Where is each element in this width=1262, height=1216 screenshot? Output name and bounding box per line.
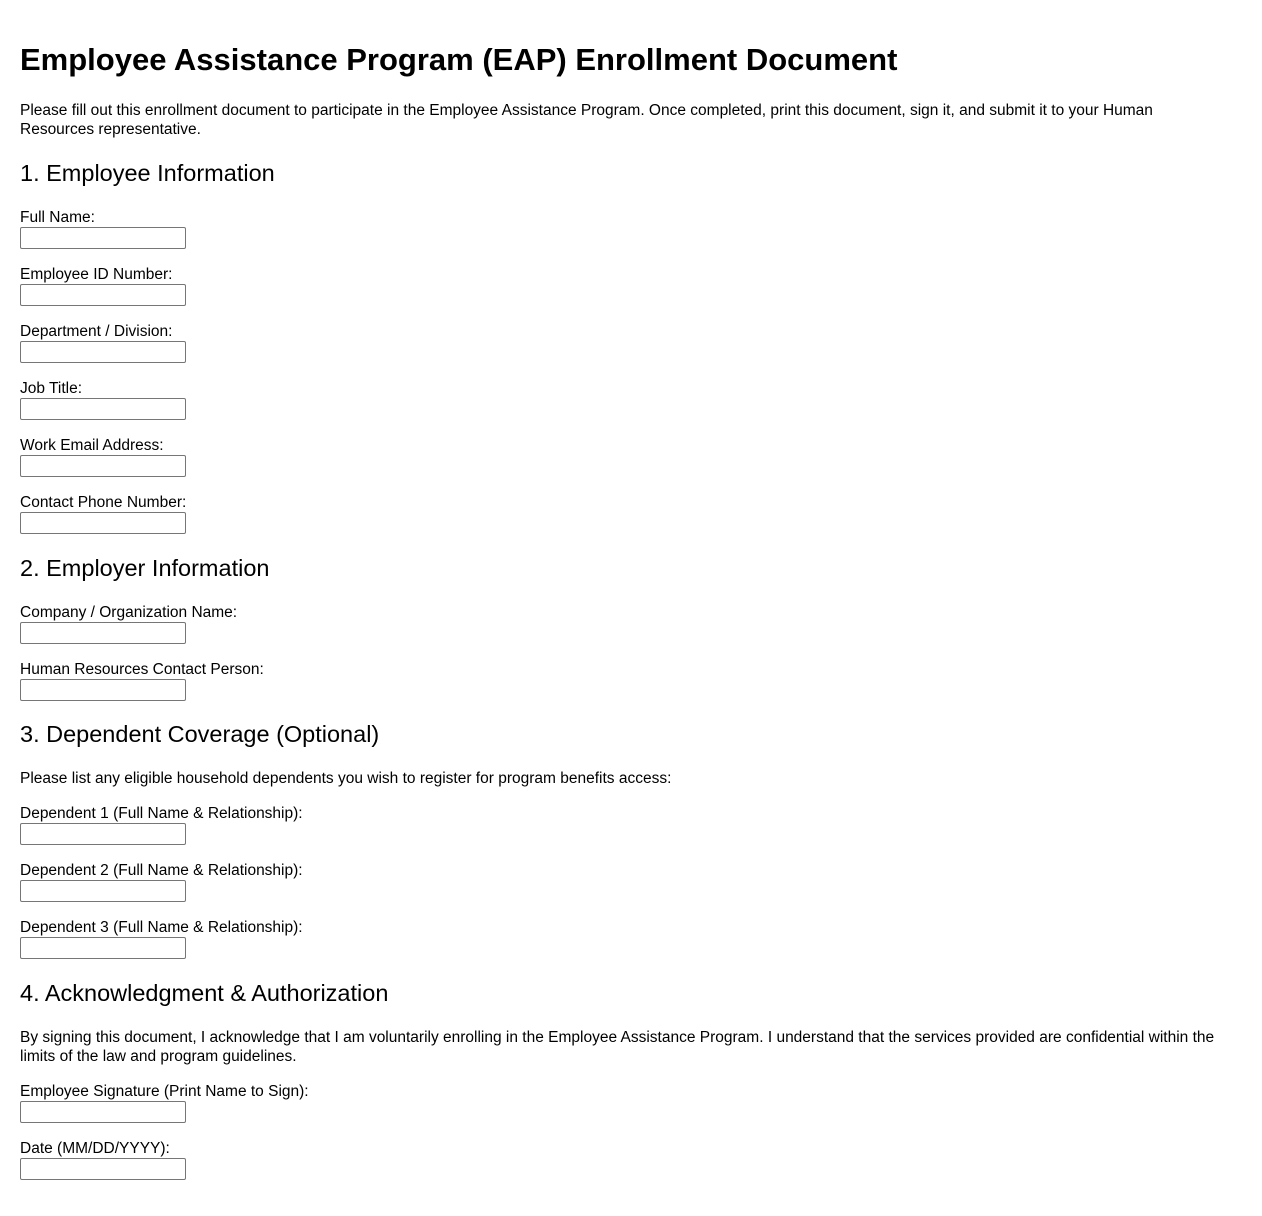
dependents-intro: Please list any eligible household dependents you wish to register for program benefits access:	[20, 770, 672, 787]
phone-label: Contact Phone Number:	[20, 494, 187, 511]
hr-contact-input[interactable]	[20, 679, 186, 701]
department-field	[20, 322, 620, 363]
job-title-input[interactable]	[20, 398, 186, 420]
hr-contact-field	[20, 660, 620, 701]
dependent-2-field	[20, 861, 620, 902]
job-title-field	[20, 379, 620, 420]
acknowledgment-heading: 4. Acknowledgment & Authorization	[20, 980, 389, 1006]
signature-input[interactable]	[20, 1101, 186, 1123]
full-name-label: Full Name:	[20, 209, 95, 226]
employee-id-label: Employee ID Number:	[20, 266, 173, 283]
dependent-coverage-heading: 3. Dependent Coverage (Optional)	[20, 721, 380, 747]
work-email-field	[20, 436, 620, 477]
date-input[interactable]	[20, 1158, 186, 1180]
dependent-1-label: Dependent 1 (Full Name & Relationship):	[20, 805, 303, 822]
date-label: Date (MM/DD/YYYY):	[20, 1140, 170, 1157]
acknowledgment-text: By signing this document, I acknowledge that I am voluntarily enrolling in the Employee Assistance Program. I understand that the services provided are confidential within the limits of the law and program guidelines.	[20, 1029, 1215, 1065]
employee-id-input[interactable]	[20, 284, 186, 306]
company-field	[20, 603, 620, 644]
full-name-field	[20, 208, 620, 249]
phone-input[interactable]	[20, 512, 186, 534]
department-label: Department / Division:	[20, 323, 173, 340]
employee-id-field	[20, 265, 620, 306]
dependent-1-input[interactable]	[20, 823, 186, 845]
document-title: Employee Assistance Program (EAP) Enrollment Document	[20, 42, 898, 77]
job-title-label: Job Title:	[20, 380, 83, 397]
dependent-3-field	[20, 918, 620, 959]
signature-label: Employee Signature (Print Name to Sign):	[20, 1083, 309, 1100]
company-label: Company / Organization Name:	[20, 604, 238, 621]
signature-field	[20, 1082, 620, 1123]
company-input[interactable]	[20, 622, 186, 644]
dependent-1-field	[20, 804, 620, 845]
full-name-input[interactable]	[20, 227, 186, 249]
work-email-input[interactable]	[20, 455, 186, 477]
employee-info-heading: 1. Employee Information	[20, 160, 275, 186]
dependent-2-label: Dependent 2 (Full Name & Relationship):	[20, 862, 303, 879]
employer-info-heading: 2. Employer Information	[20, 555, 270, 581]
dependent-2-input[interactable]	[20, 880, 186, 902]
document-intro: Please fill out this enrollment document to participate in the Employee Assistance Program. Once completed, print this document, sign it, and submit it to your Human Resources representative.	[20, 102, 1153, 138]
date-field	[20, 1139, 620, 1180]
dependent-3-label: Dependent 3 (Full Name & Relationship):	[20, 919, 303, 936]
department-input[interactable]	[20, 341, 186, 363]
hr-contact-label: Human Resources Contact Person:	[20, 661, 264, 678]
phone-field	[20, 493, 620, 534]
dependent-3-input[interactable]	[20, 937, 186, 959]
work-email-label: Work Email Address:	[20, 437, 164, 454]
